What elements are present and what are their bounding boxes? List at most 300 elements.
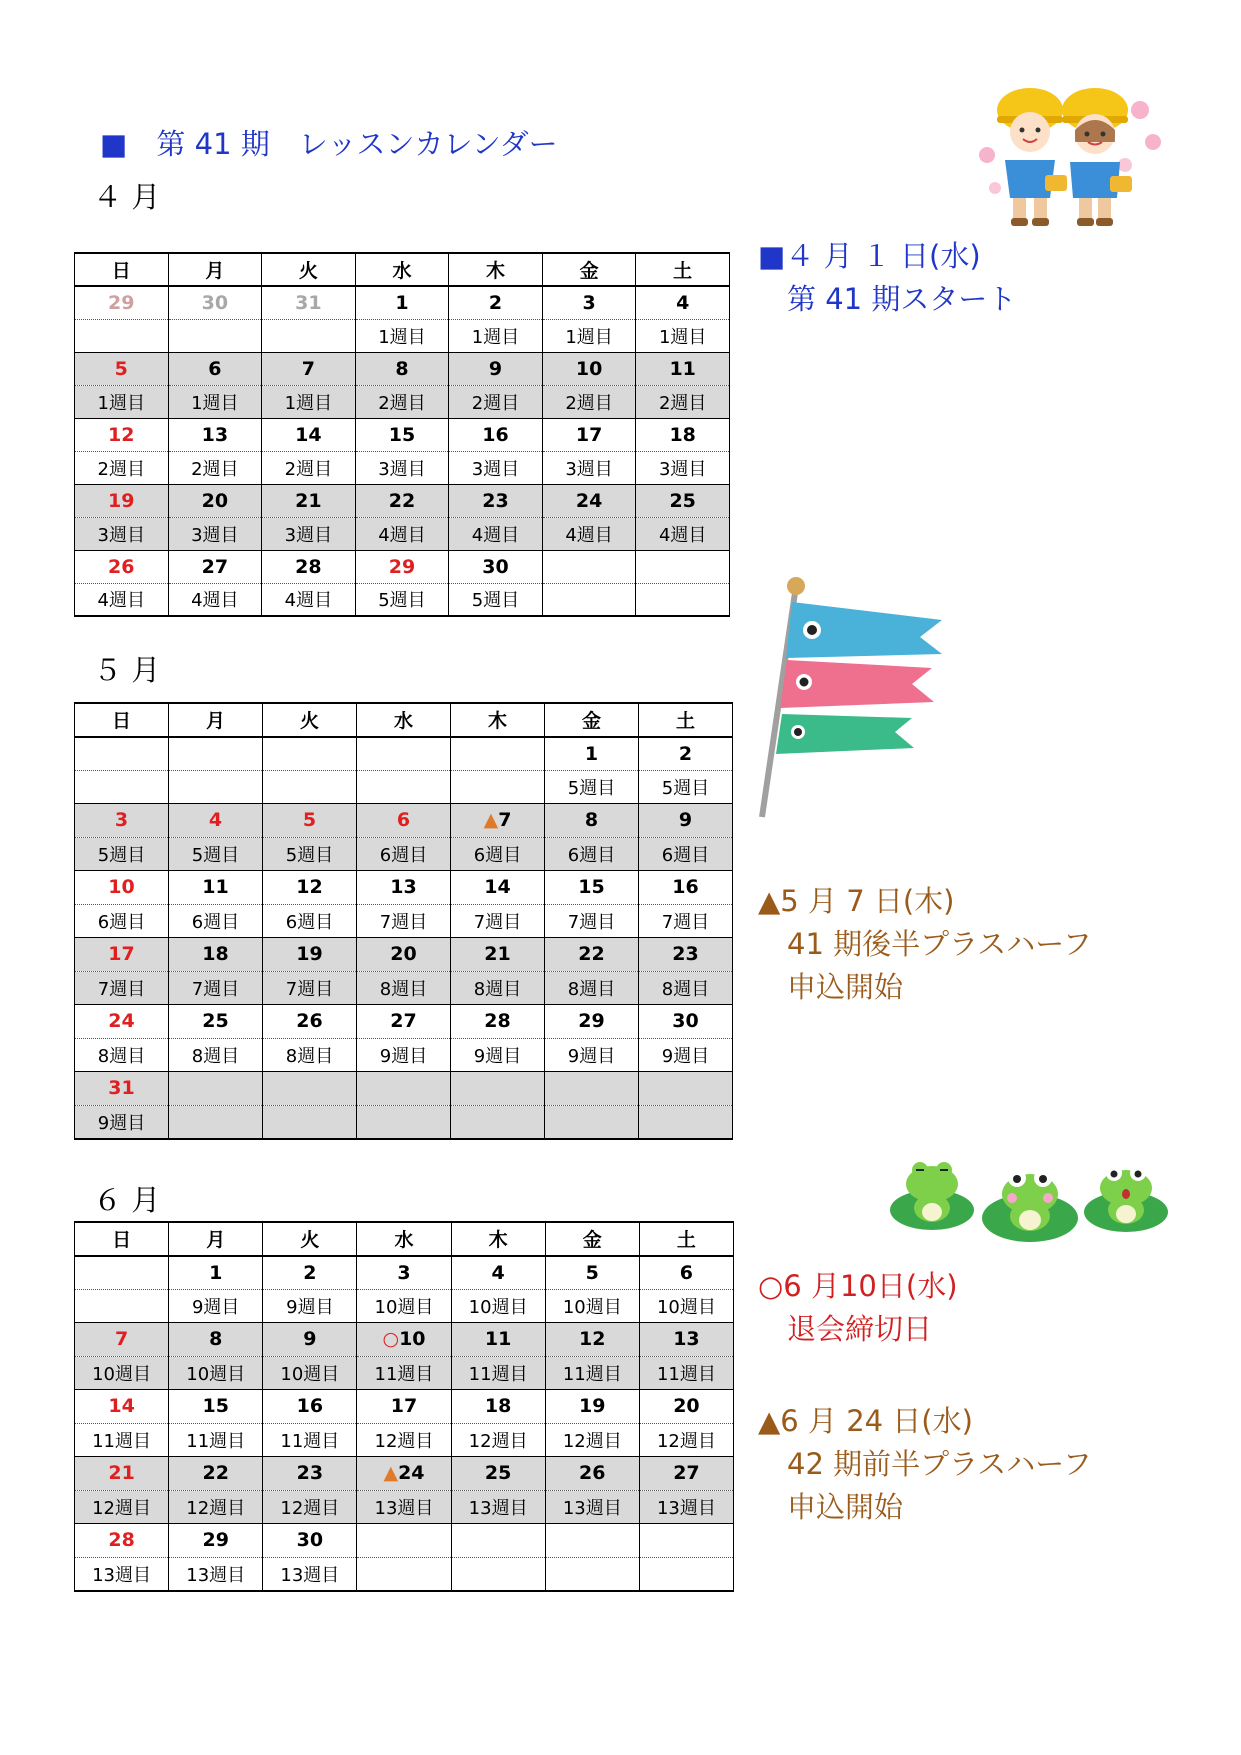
date-cell: 30 xyxy=(449,550,543,583)
week-cell: 6週目 xyxy=(169,904,263,938)
date-cell: 10 xyxy=(542,352,636,385)
date-cell: 2 xyxy=(639,737,733,771)
week-cell: 6週目 xyxy=(263,904,357,938)
week-row xyxy=(75,1105,733,1139)
date-cell: 2 xyxy=(263,1256,357,1290)
date-cell: 4 xyxy=(451,1256,545,1290)
date-cell: 11 xyxy=(451,1323,545,1357)
week-cell: 10週目 xyxy=(451,1289,545,1323)
week-cell: 8週目 xyxy=(169,1038,263,1072)
week-cell xyxy=(451,1557,545,1591)
date-cell: 5 xyxy=(263,804,357,838)
weekday-header: 金 xyxy=(545,703,639,737)
weekday-header: 月 xyxy=(168,253,262,286)
date-cell xyxy=(639,1072,733,1106)
date-cell: 9 xyxy=(639,804,733,838)
week-cell: 3週目 xyxy=(262,517,356,550)
date-cell: 25 xyxy=(451,1457,545,1491)
date-cell: 30 xyxy=(639,1005,733,1039)
week-cell: 7週目 xyxy=(263,971,357,1005)
date-cell xyxy=(357,1524,451,1558)
note-line: ▲5 月 7 日(木) xyxy=(758,884,955,918)
week-cell: 13週目 xyxy=(75,1557,169,1591)
week-cell: 12週目 xyxy=(639,1423,733,1457)
week-cell: 2週目 xyxy=(636,385,730,418)
week-cell: 10週目 xyxy=(263,1356,357,1390)
week-cell: 9週目 xyxy=(75,1105,169,1139)
week-cell: 3週目 xyxy=(168,517,262,550)
date-cell xyxy=(451,1072,545,1106)
date-row xyxy=(75,286,730,319)
month-label-may: ５ 月 xyxy=(93,653,161,687)
date-cell: 13 xyxy=(357,871,451,905)
date-cell: 20 xyxy=(639,1390,733,1424)
date-row xyxy=(75,418,730,451)
date-cell: 6 xyxy=(639,1256,733,1290)
week-cell: 3週目 xyxy=(355,451,449,484)
weekday-header: 日 xyxy=(75,703,169,737)
week-cell: 6週目 xyxy=(451,837,545,871)
frogs-illustration xyxy=(890,1150,1170,1250)
date-cell: 17 xyxy=(542,418,636,451)
date-cell: 4 xyxy=(169,804,263,838)
date-cell: 15 xyxy=(545,871,639,905)
date-cell: 2 xyxy=(449,286,543,319)
week-cell: 11週目 xyxy=(357,1356,451,1390)
weekday-header-row xyxy=(75,253,730,286)
week-cell xyxy=(169,770,263,804)
date-cell: 14 xyxy=(262,418,356,451)
triangle-mark-icon: ▲ xyxy=(383,1462,399,1485)
date-cell: 12 xyxy=(263,871,357,905)
week-cell: 12週目 xyxy=(263,1490,357,1524)
week-cell: 10週目 xyxy=(545,1289,639,1323)
week-cell: 8週目 xyxy=(357,971,451,1005)
week-cell: 5週目 xyxy=(169,837,263,871)
week-cell: 11週目 xyxy=(75,1423,169,1457)
week-cell: 6週目 xyxy=(639,837,733,871)
week-cell: 2週目 xyxy=(355,385,449,418)
date-cell: 23 xyxy=(449,484,543,517)
date-cell xyxy=(542,550,636,583)
date-cell xyxy=(263,1072,357,1106)
week-cell: 13週目 xyxy=(639,1490,733,1524)
week-cell: 9週目 xyxy=(545,1038,639,1072)
koinobori-illustration xyxy=(752,572,962,822)
date-cell: 13 xyxy=(168,418,262,451)
date-cell: 25 xyxy=(636,484,730,517)
date-cell: 1 xyxy=(355,286,449,319)
weekday-header: 土 xyxy=(636,253,730,286)
week-cell: 9週目 xyxy=(263,1289,357,1323)
date-cell: 19 xyxy=(75,484,169,517)
date-cell: 28 xyxy=(451,1005,545,1039)
date-cell: 19 xyxy=(263,938,357,972)
date-cell: 8 xyxy=(169,1323,263,1357)
date-cell: 18 xyxy=(636,418,730,451)
date-cell: 30 xyxy=(168,286,262,319)
week-cell: 3週目 xyxy=(75,517,169,550)
week-cell: 4週目 xyxy=(636,517,730,550)
week-cell: 7週目 xyxy=(75,971,169,1005)
date-cell: 7 xyxy=(75,1323,169,1357)
date-row xyxy=(75,804,733,838)
date-cell: 29 xyxy=(75,286,169,319)
week-row xyxy=(75,517,730,550)
date-cell: 11 xyxy=(169,871,263,905)
date-cell: 17 xyxy=(75,938,169,972)
week-cell: 1週目 xyxy=(355,319,449,352)
week-cell: 1週目 xyxy=(168,385,262,418)
week-cell xyxy=(75,770,169,804)
date-cell: 16 xyxy=(639,871,733,905)
date-cell: 16 xyxy=(263,1390,357,1424)
date-cell xyxy=(263,737,357,771)
date-cell: 1 xyxy=(545,737,639,771)
date-cell: 13 xyxy=(639,1323,733,1357)
weekday-header: 木 xyxy=(449,253,543,286)
date-cell: 5 xyxy=(545,1256,639,1290)
week-cell: 8週目 xyxy=(451,971,545,1005)
week-cell: 11週目 xyxy=(451,1356,545,1390)
week-row xyxy=(75,1423,734,1457)
date-cell: 23 xyxy=(639,938,733,972)
date-cell: 26 xyxy=(263,1005,357,1039)
weekday-header: 土 xyxy=(639,703,733,737)
week-cell: 9週目 xyxy=(451,1038,545,1072)
date-cell: 20 xyxy=(357,938,451,972)
weekday-header: 火 xyxy=(263,703,357,737)
date-row xyxy=(75,1390,734,1424)
week-cell: 10週目 xyxy=(169,1356,263,1390)
date-cell: 22 xyxy=(169,1457,263,1491)
week-cell: 1週目 xyxy=(636,319,730,352)
week-cell xyxy=(639,1557,733,1591)
week-cell: 3週目 xyxy=(449,451,543,484)
date-cell: 21 xyxy=(262,484,356,517)
week-cell: 2週目 xyxy=(168,451,262,484)
note-line: 申込開始 xyxy=(758,1490,904,1524)
weekday-header: 水 xyxy=(357,1222,451,1256)
date-row xyxy=(75,938,733,972)
week-cell xyxy=(451,1105,545,1139)
date-cell: 8 xyxy=(545,804,639,838)
month-label-april: ４ 月 xyxy=(93,180,161,214)
date-cell: 3 xyxy=(75,804,169,838)
date-cell: 17 xyxy=(357,1390,451,1424)
date-cell: ▲7 xyxy=(451,804,545,838)
week-cell: 9週目 xyxy=(639,1038,733,1072)
date-cell: 29 xyxy=(545,1005,639,1039)
date-cell: 31 xyxy=(75,1072,169,1106)
week-cell: 4週目 xyxy=(168,583,262,616)
month-label-june: ６ 月 xyxy=(93,1183,161,1217)
date-cell: 19 xyxy=(545,1390,639,1424)
week-cell: 8週目 xyxy=(75,1038,169,1072)
weekday-header: 月 xyxy=(169,1222,263,1256)
week-cell: 2週目 xyxy=(542,385,636,418)
week-cell: 5週目 xyxy=(263,837,357,871)
week-cell: 12週目 xyxy=(451,1423,545,1457)
week-cell: 13週目 xyxy=(545,1490,639,1524)
weekday-header: 木 xyxy=(451,1222,545,1256)
date-cell xyxy=(545,1072,639,1106)
date-cell: 14 xyxy=(451,871,545,905)
week-cell: 7週目 xyxy=(451,904,545,938)
date-cell: 24 xyxy=(75,1005,169,1039)
date-row xyxy=(75,1256,734,1290)
note-line: ○6 月10日(水) xyxy=(758,1269,958,1303)
date-cell xyxy=(545,1524,639,1558)
week-cell: 3週目 xyxy=(636,451,730,484)
date-cell xyxy=(636,550,730,583)
date-cell: 24 xyxy=(542,484,636,517)
week-cell: 13週目 xyxy=(357,1490,451,1524)
week-cell: 4週目 xyxy=(75,583,169,616)
week-row xyxy=(75,1490,734,1524)
week-cell: 8週目 xyxy=(263,1038,357,1072)
kids-illustration xyxy=(975,80,1165,235)
weekday-header: 木 xyxy=(451,703,545,737)
weekday-header: 金 xyxy=(545,1222,639,1256)
week-cell: 6週目 xyxy=(75,904,169,938)
date-cell: 8 xyxy=(355,352,449,385)
week-cell: 3週目 xyxy=(542,451,636,484)
date-cell: 22 xyxy=(355,484,449,517)
week-cell: 2週目 xyxy=(449,385,543,418)
date-row xyxy=(75,550,730,583)
date-cell: 29 xyxy=(355,550,449,583)
date-cell: 22 xyxy=(545,938,639,972)
date-cell: 31 xyxy=(262,286,356,319)
date-row xyxy=(75,484,730,517)
week-cell xyxy=(357,1105,451,1139)
note-line: 第 41 期スタート xyxy=(758,282,1017,316)
date-row xyxy=(75,1005,733,1039)
note-june-24 xyxy=(758,1400,1092,1529)
date-row xyxy=(75,1457,734,1491)
date-cell: 28 xyxy=(262,550,356,583)
date-row xyxy=(75,871,733,905)
date-cell: 18 xyxy=(451,1390,545,1424)
weekday-header: 土 xyxy=(639,1222,733,1256)
week-cell: 11週目 xyxy=(169,1423,263,1457)
week-cell xyxy=(357,1557,451,1591)
date-cell xyxy=(75,737,169,771)
date-cell: 1 xyxy=(169,1256,263,1290)
week-cell: 12週目 xyxy=(357,1423,451,1457)
note-june-10 xyxy=(758,1265,958,1351)
week-cell xyxy=(357,770,451,804)
date-cell: 28 xyxy=(75,1524,169,1558)
week-cell xyxy=(545,1557,639,1591)
week-cell xyxy=(168,319,262,352)
date-cell: 29 xyxy=(169,1524,263,1558)
date-cell: 26 xyxy=(75,550,169,583)
week-cell: 11週目 xyxy=(263,1423,357,1457)
week-cell xyxy=(75,1289,169,1323)
week-cell xyxy=(639,1105,733,1139)
week-cell xyxy=(75,319,169,352)
weekday-header: 水 xyxy=(357,703,451,737)
date-cell: 20 xyxy=(168,484,262,517)
week-cell: 5週目 xyxy=(75,837,169,871)
date-cell xyxy=(169,737,263,771)
week-cell: 7週目 xyxy=(357,904,451,938)
week-cell: 13週目 xyxy=(451,1490,545,1524)
date-cell xyxy=(639,1524,733,1558)
weekday-header: 水 xyxy=(355,253,449,286)
week-row xyxy=(75,319,730,352)
note-line: ▲6 月 24 日(水) xyxy=(758,1404,973,1438)
week-cell: 1週目 xyxy=(75,385,169,418)
week-cell: 6週目 xyxy=(357,837,451,871)
week-cell: 10週目 xyxy=(357,1289,451,1323)
date-cell: 27 xyxy=(168,550,262,583)
date-cell xyxy=(451,1524,545,1558)
week-cell: 12週目 xyxy=(169,1490,263,1524)
week-cell: 5週目 xyxy=(355,583,449,616)
circle-mark-icon: ○ xyxy=(382,1328,400,1351)
date-row xyxy=(75,737,733,771)
note-line: 退会締切日 xyxy=(758,1312,933,1346)
week-row xyxy=(75,837,733,871)
date-cell: 27 xyxy=(639,1457,733,1491)
date-cell: 27 xyxy=(357,1005,451,1039)
date-row xyxy=(75,352,730,385)
week-cell: 4週目 xyxy=(542,517,636,550)
week-row xyxy=(75,1557,734,1591)
week-cell: 7週目 xyxy=(545,904,639,938)
week-cell: 5週目 xyxy=(449,583,543,616)
note-line: ■４ 月 １ 日(水) xyxy=(758,239,981,273)
week-cell: 7週目 xyxy=(639,904,733,938)
date-cell xyxy=(357,737,451,771)
date-cell: 9 xyxy=(263,1323,357,1357)
week-cell: 12週目 xyxy=(75,1490,169,1524)
date-cell: 10 xyxy=(75,871,169,905)
triangle-mark-icon: ▲ xyxy=(483,809,499,832)
calendar-may xyxy=(74,702,733,1140)
date-cell xyxy=(451,737,545,771)
week-cell: 4週目 xyxy=(355,517,449,550)
date-cell: 26 xyxy=(545,1457,639,1491)
date-cell: 21 xyxy=(451,938,545,972)
date-cell: 12 xyxy=(545,1323,639,1357)
page-title: ■ 第 41 期 レッスンカレンダー xyxy=(100,127,558,161)
date-cell: 3 xyxy=(542,286,636,319)
week-row xyxy=(75,770,733,804)
note-line: 41 期後半プラスハーフ xyxy=(758,927,1092,961)
week-cell xyxy=(636,583,730,616)
week-cell: 2週目 xyxy=(262,451,356,484)
weekday-header: 日 xyxy=(75,1222,169,1256)
week-cell xyxy=(262,319,356,352)
week-cell: 11週目 xyxy=(639,1356,733,1390)
calendar-june xyxy=(74,1221,734,1592)
week-cell xyxy=(451,770,545,804)
weekday-header-row xyxy=(75,1222,734,1256)
date-cell: ○10 xyxy=(357,1323,451,1357)
week-cell: 4週目 xyxy=(262,583,356,616)
date-cell: 4 xyxy=(636,286,730,319)
date-cell: 18 xyxy=(169,938,263,972)
weekday-header: 金 xyxy=(542,253,636,286)
week-cell: 10週目 xyxy=(75,1356,169,1390)
date-row xyxy=(75,1323,734,1357)
week-row xyxy=(75,904,733,938)
week-cell: 5週目 xyxy=(545,770,639,804)
week-cell xyxy=(545,1105,639,1139)
date-cell: 21 xyxy=(75,1457,169,1491)
date-cell: 6 xyxy=(357,804,451,838)
weekday-header: 月 xyxy=(169,703,263,737)
date-row xyxy=(75,1524,734,1558)
week-row xyxy=(75,385,730,418)
week-row xyxy=(75,451,730,484)
week-cell: 6週目 xyxy=(545,837,639,871)
date-cell: 11 xyxy=(636,352,730,385)
date-cell xyxy=(169,1072,263,1106)
week-cell xyxy=(263,1105,357,1139)
date-cell: 9 xyxy=(449,352,543,385)
date-cell: 16 xyxy=(449,418,543,451)
week-cell: 9週目 xyxy=(169,1289,263,1323)
week-cell xyxy=(169,1105,263,1139)
date-cell: 6 xyxy=(168,352,262,385)
week-cell: 2週目 xyxy=(75,451,169,484)
date-cell: 7 xyxy=(262,352,356,385)
weekday-header-row xyxy=(75,703,733,737)
date-cell: ▲24 xyxy=(357,1457,451,1491)
date-cell: 5 xyxy=(75,352,169,385)
note-may-7 xyxy=(758,880,1092,1009)
week-cell: 5週目 xyxy=(639,770,733,804)
week-cell: 13週目 xyxy=(263,1557,357,1591)
date-cell: 15 xyxy=(169,1390,263,1424)
note-line: 42 期前半プラスハーフ xyxy=(758,1447,1092,1481)
week-cell: 8週目 xyxy=(545,971,639,1005)
calendar-april xyxy=(74,252,730,617)
week-cell: 10週目 xyxy=(639,1289,733,1323)
date-cell: 12 xyxy=(75,418,169,451)
week-cell: 13週目 xyxy=(169,1557,263,1591)
note-line: 申込開始 xyxy=(758,970,904,1004)
week-cell: 9週目 xyxy=(357,1038,451,1072)
date-cell: 15 xyxy=(355,418,449,451)
date-cell: 14 xyxy=(75,1390,169,1424)
weekday-header: 火 xyxy=(263,1222,357,1256)
week-row xyxy=(75,583,730,616)
week-cell: 4週目 xyxy=(449,517,543,550)
weekday-header: 火 xyxy=(262,253,356,286)
week-row xyxy=(75,1356,734,1390)
week-cell: 11週目 xyxy=(545,1356,639,1390)
week-cell: 7週目 xyxy=(169,971,263,1005)
week-row xyxy=(75,971,733,1005)
week-row xyxy=(75,1038,733,1072)
week-cell: 1週目 xyxy=(542,319,636,352)
week-cell xyxy=(542,583,636,616)
date-cell xyxy=(75,1256,169,1290)
date-cell: 25 xyxy=(169,1005,263,1039)
date-cell: 3 xyxy=(357,1256,451,1290)
date-row xyxy=(75,1072,733,1106)
date-cell: 23 xyxy=(263,1457,357,1491)
week-row xyxy=(75,1289,734,1323)
week-cell: 12週目 xyxy=(545,1423,639,1457)
week-cell: 1週目 xyxy=(449,319,543,352)
